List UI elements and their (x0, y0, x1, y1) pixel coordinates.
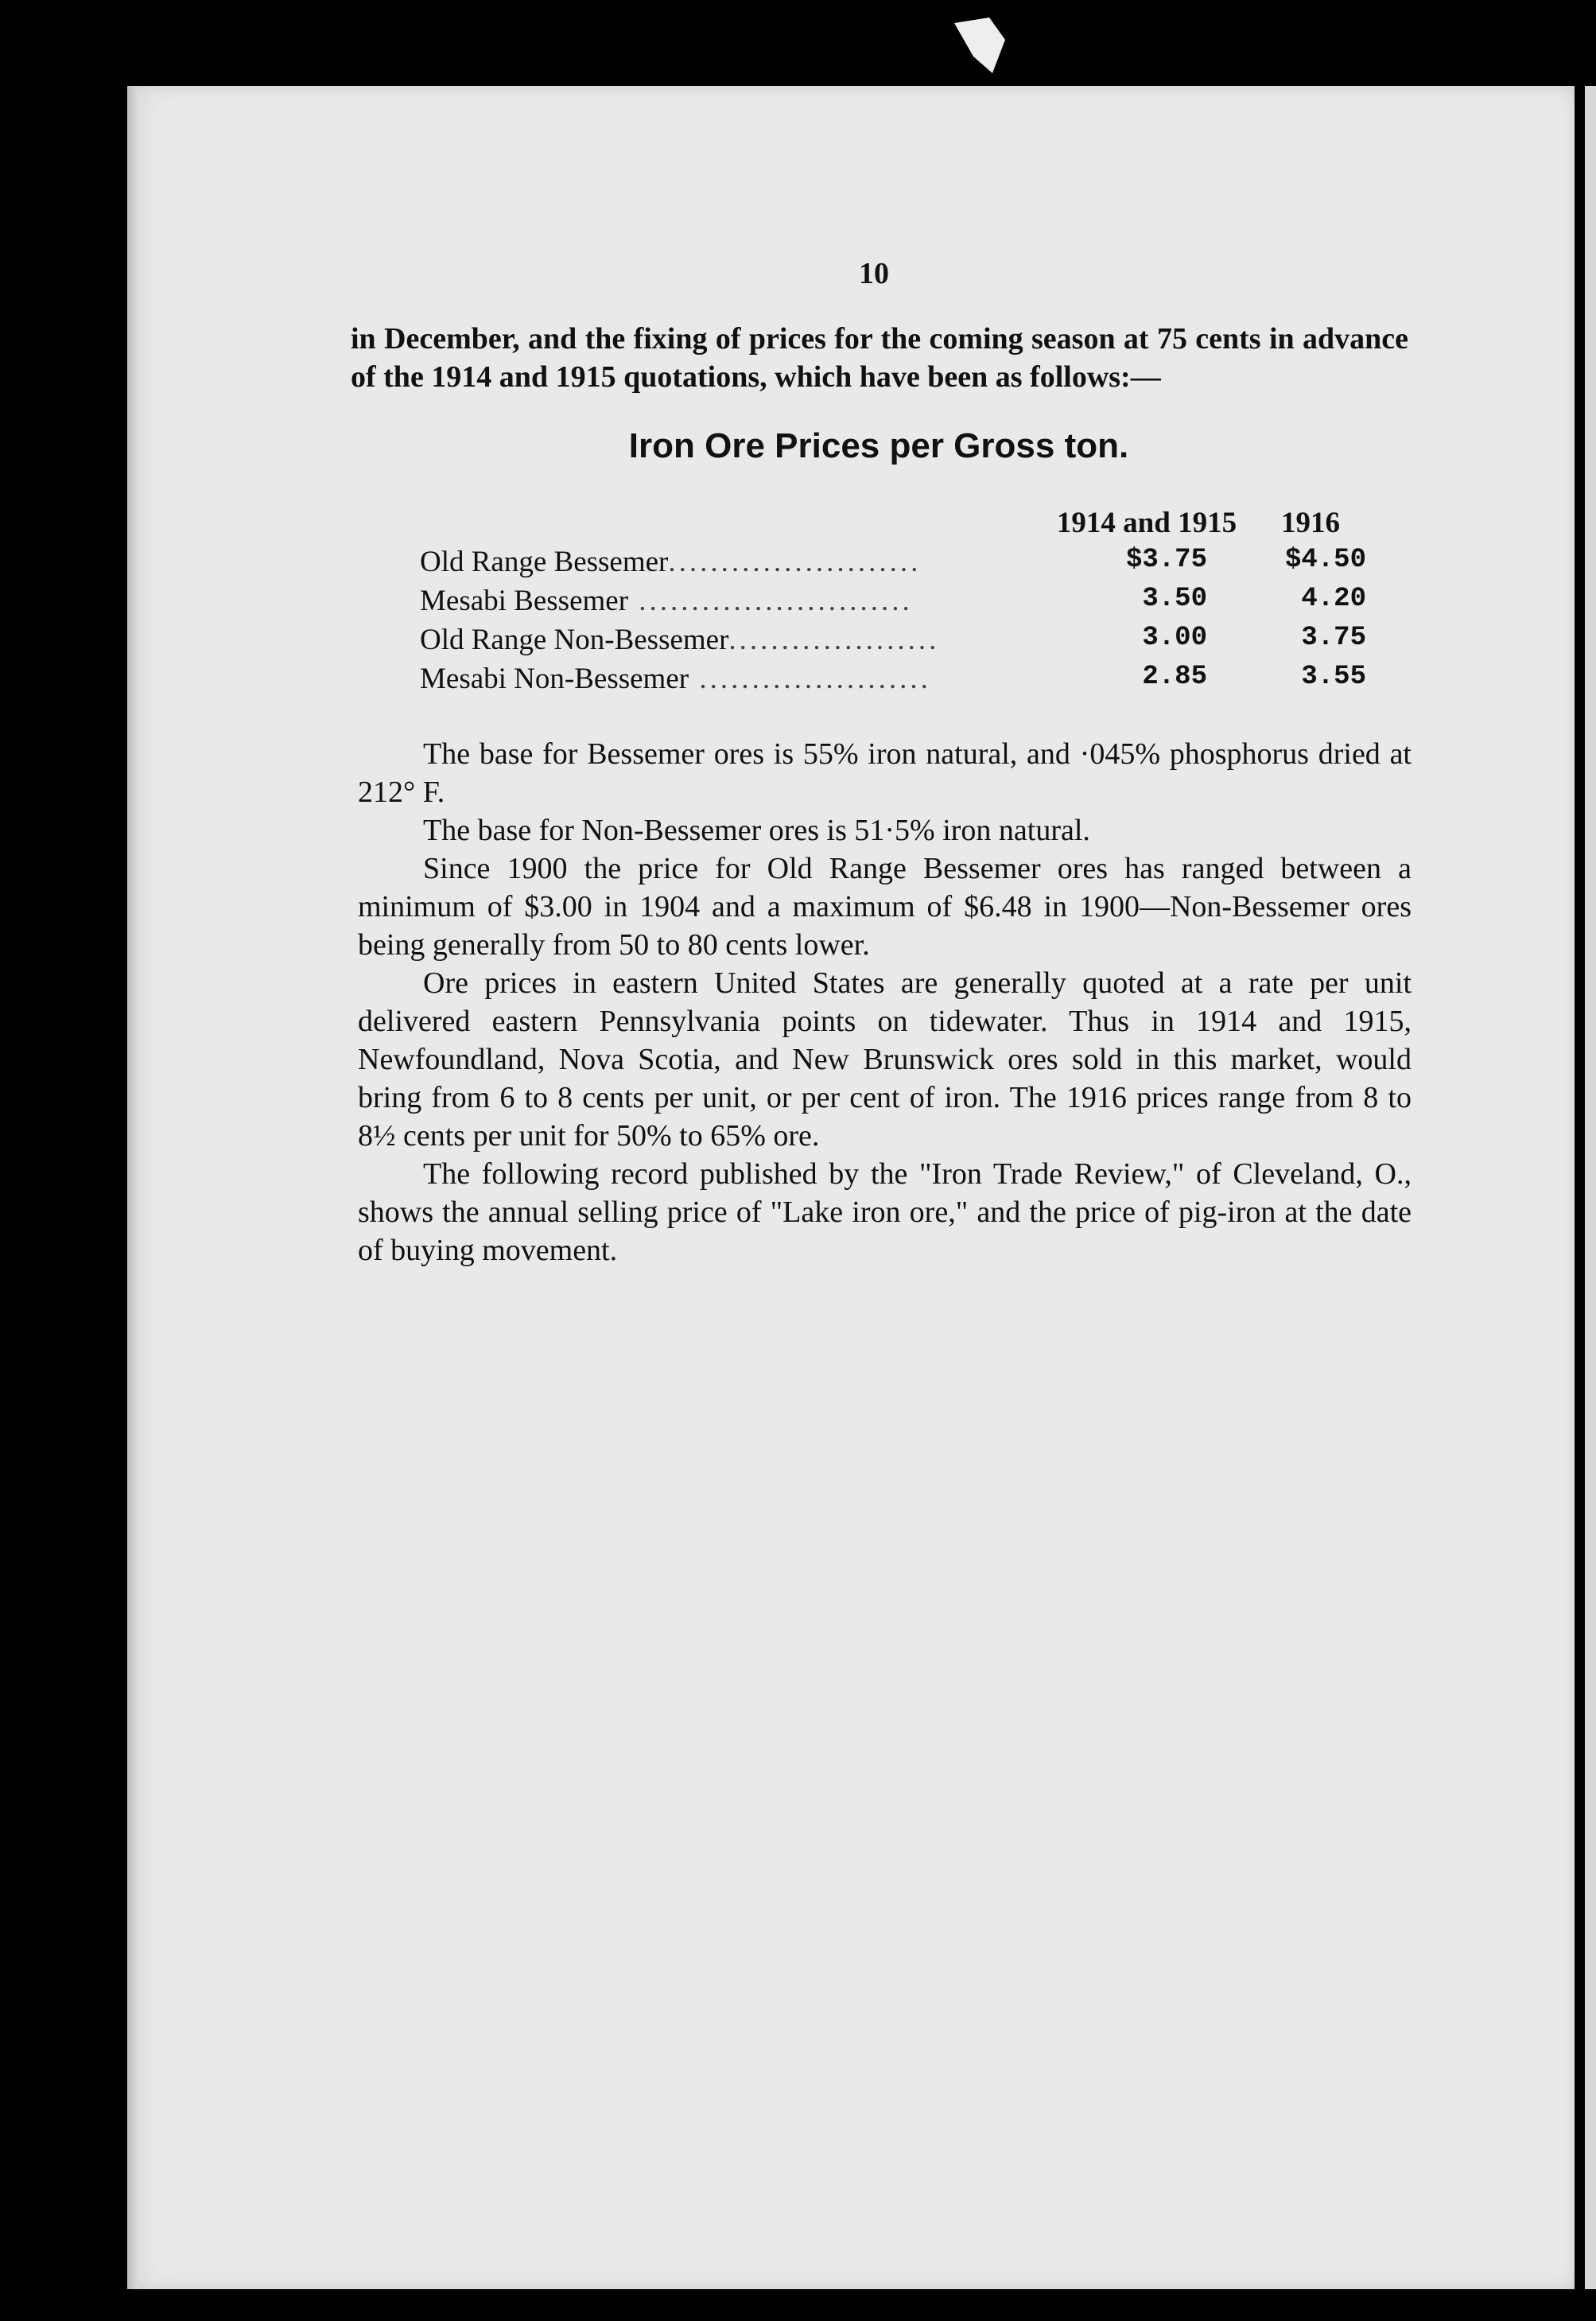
page-number: 10 (859, 257, 889, 290)
price-1914-1915: 3.50 (1142, 584, 1207, 614)
dot-leader: .......................... (628, 585, 913, 617)
intro-paragraph (351, 320, 1408, 396)
ore-name: Mesabi Non-Bessemer (420, 663, 689, 695)
paragraph: The base for Non-Bessemer ores is 51·5% iron natural. (423, 814, 1090, 847)
ore-name-cell (420, 584, 1104, 618)
price-1914-1915: 3.00 (1142, 623, 1207, 653)
price-1916: 3.55 (1301, 662, 1366, 692)
table-row (420, 545, 1366, 584)
ore-name-cell (420, 545, 1104, 579)
table-row (420, 623, 1366, 662)
ore-name: Old Range Non-Bessemer (420, 624, 729, 656)
scan-artifact (954, 17, 1018, 73)
page-binding-edge (127, 86, 138, 2289)
price-1914-1915: $3.75 (1125, 545, 1207, 575)
table-header-row (420, 506, 1358, 545)
paragraph: The following record published by the "Iron Trade Review," of Cleveland, O., shows the annual selling price of "Lake iron ore," and the price of pig-iron at the date of buying movement. (358, 1157, 1412, 1267)
paragraph: The base for Bessemer ores is 55% iron natural, and ·045% phosphorus dried at 212° F. (358, 737, 1412, 809)
dot-leader: ...................... (689, 663, 931, 695)
table-title: Iron Ore Prices per Gross ton. (628, 426, 1129, 465)
ore-name: Old Range Bessemer (420, 546, 669, 578)
dot-leader: ........................ (668, 546, 922, 578)
table-row (420, 584, 1366, 623)
table-row (420, 662, 1366, 701)
paragraph: Since 1900 the price for Old Range Bessemer ores has ranged between a minimum of $3.00 in 1904 and a maximum of $6.48 in 1900—Non-Bessemer ores being generally from 50 to 80 cents lower. (358, 852, 1412, 962)
price-1916: 3.75 (1301, 623, 1366, 653)
paragraph: Ore prices in eastern United States are generally quoted at a rate per unit delivered eastern Pennsylvania points on tidewater. Thus in 1914 and 1915, Newfoundland, Nova Scotia, and New Brunswick ores sold in this market, would bring from 6 to 8 cents per unit, or per cent of iron. The 1916 prices range from 8 to 8½ cents per unit for 50% to 65% ore. (358, 966, 1412, 1153)
price-1916: 4.20 (1301, 584, 1366, 614)
price-1914-1915: 2.85 (1142, 662, 1207, 692)
price-1916: $4.50 (1284, 545, 1366, 575)
dot-leader: .................... (728, 624, 940, 656)
column-header-1916: 1916 (1281, 507, 1340, 539)
column-header-1914-1915: 1914 and 1915 (1056, 507, 1237, 539)
intro-text: in December, and the fixing of prices for the coming season at 75 cents in advance of the 1914 and 1915 quotations, which have been as follows:— (351, 322, 1408, 394)
adjacent-page-edge (1585, 86, 1596, 2289)
body-text (358, 735, 1412, 1269)
ore-name-cell (420, 623, 1104, 657)
ore-name-cell (420, 662, 1104, 696)
price-table (420, 506, 1366, 701)
ore-name: Mesabi Bessemer (420, 585, 629, 617)
